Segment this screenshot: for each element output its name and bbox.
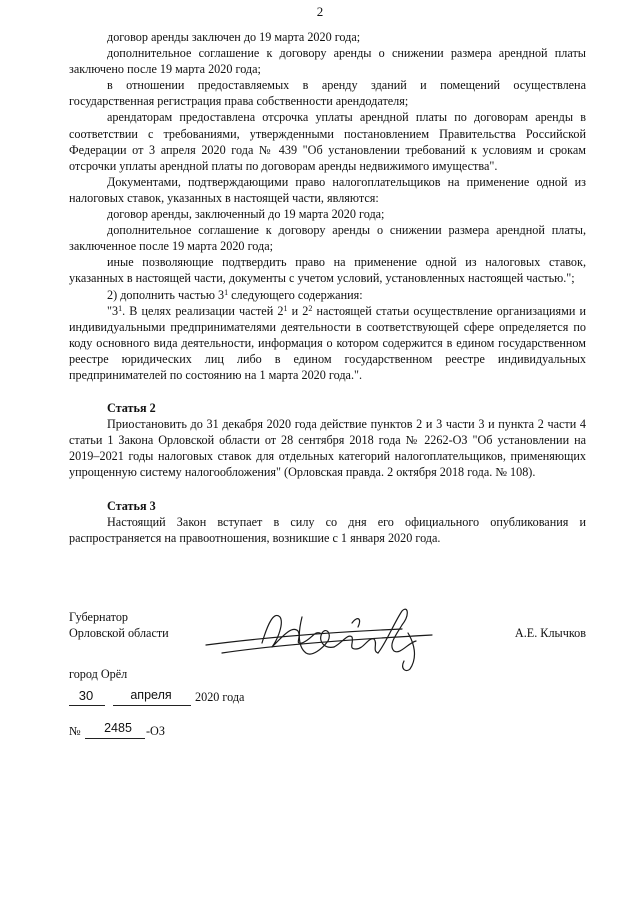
paragraph: иные позволяющие подтвердить право на применение одной из налоговых ставок, указанных в настоящей части, документы с учетом условий, установленных настоящей частью."; — [69, 255, 586, 286]
handwritten-signature — [202, 603, 442, 675]
article-2-text: Приостановить до 31 декабря 2020 года действие пунктов 2 и 3 части 3 и пункта 2 части 4 статьи 1 Закона Орловской области от 28 сентября 2018 года № 2262-ОЗ "Об установлении на 2019–2021 годы налоговых ставок для отдельных категорий налогоплательщиков, применяющих упрощенную систему налогообложения" (Орловская правда. 2 октября 2018 года. № 108). — [69, 417, 586, 480]
number-sign: № — [69, 724, 81, 738]
signing-date — [69, 690, 369, 710]
date-day: 30 — [78, 688, 94, 703]
signatory-title: Губернатор Орловской области — [69, 610, 169, 640]
paragraph: арендаторам предоставлена отсрочка уплаты арендной платы по договорам аренды в соответствии с требованиями, утвержденными постановлением Правительства Российской Федерации от 3 апреля 2020 года № 439 "Об установлении требований к условиям и срокам отсрочки уплаты арендной платы по договорам аренды недвижимого имущества". — [69, 110, 586, 173]
amendment-item-2: 2) дополнить частью $3^1$ следующего содержания: — [107, 287, 363, 302]
paragraph: договор аренды, заключенный до 19 марта 2020 года; — [107, 207, 385, 222]
article-3-text: Настоящий Закон вступает в силу со дня его официального опубликования и распространяется на правоотношения, возникшие с 1 января 2020 года. — [69, 514, 586, 545]
document-body — [69, 29, 586, 546]
amendment-quote: "$3^1$. В целях реализации частей $2^1$ и $2^2$ настоящей статьи осуществление организациями и индивидуальными предпринимателями деятельности в соответствующей сфере определяется по коду основного вида деятельности, информация о котором содержится в едином государственном реестре юридических лиц либо в едином государственном реестре индивидуальных предпринимателей по состоянию на 1 марта 2020 года.". — [69, 303, 586, 382]
number-suffix: -ОЗ — [146, 724, 165, 738]
paragraph: дополнительное соглашение к договору аренды о снижении размера арендной платы, заключенное после 19 марта 2020 года; — [69, 223, 586, 254]
paragraph: в отношении предоставляемых в аренду зданий и помещений осуществлена государственная регистрация права собственности арендодателя; — [69, 78, 586, 109]
paragraph: дополнительное соглашение к договору аренды о снижении размера арендной платы заключено после 19 марта 2020 года; — [69, 46, 586, 77]
place-of-signing: город Орёл — [69, 667, 128, 681]
signature-block — [69, 603, 586, 673]
page-number: 2 — [316, 4, 324, 19]
article-3-heading: Статья 3 — [107, 498, 156, 513]
date-year: 2020 года — [195, 690, 245, 704]
paragraph: Документами, подтверждающими право налогоплательщиков на применение одной из налоговых ставок, указанных в настоящей части, являются: — [69, 174, 586, 205]
date-month: апреля — [130, 688, 172, 702]
article-2-heading: Статья 2 — [107, 401, 156, 416]
signatory-name: А.Е. Клычков — [514, 626, 586, 640]
paragraph: договор аренды заключен до 19 марта 2020 года; — [107, 30, 361, 44]
law-number — [69, 721, 269, 744]
number-value: 2485 — [104, 721, 132, 735]
